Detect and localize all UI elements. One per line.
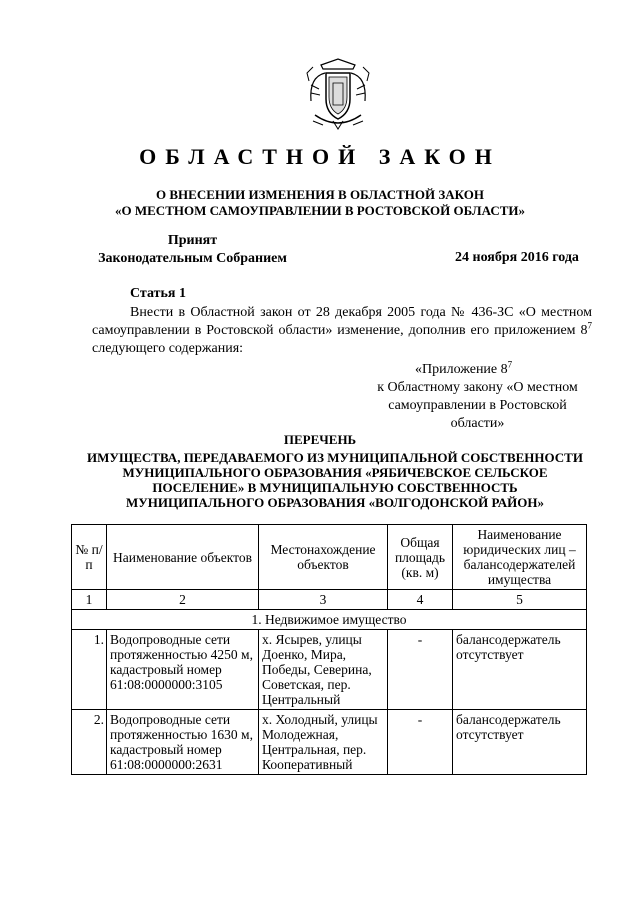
object-area: - [388,630,453,710]
adopted-line-1: Принят [167,233,218,248]
document-subtitle [0,187,640,219]
list-title-line-2: МУНИЦИПАЛЬНОГО ОБРАЗОВАНИЯ «РЯБИЧЕВСКОЕ СЕЛЬСКОЕ [122,465,548,480]
object-name: Водопроводные сети протяженностью 1630 м, кадастровый номер 61:08:0000000:2631 [107,710,259,775]
header-balance-holder: Наименование юридических лиц – балансодержателей имущества [453,525,587,590]
object-area: - [388,710,453,775]
article-paragraph [92,304,592,358]
paragraph-superscript: 7 [587,320,592,331]
appendix-reference [360,361,595,433]
balance-holder: балансодержатель отсутствует [453,710,587,775]
appendix-line-3: самоуправлении в Ростовской области» [388,398,567,431]
column-number: 5 [453,590,587,610]
property-table [71,524,587,775]
adopted-line-2: Законодательным Собранием [98,251,287,266]
header-number: № п/п [72,525,107,590]
column-number: 4 [388,590,453,610]
header-object-name: Наименование объектов [107,525,259,590]
object-location: х. Холодный, улицы Молодежная, Центральная, пер. Кооперативный [259,710,388,775]
row-number: 2. [72,710,107,775]
object-name: Водопроводные сети протяженностью 4250 м, кадастровый номер 61:08:0000000:3105 [107,630,259,710]
list-title [80,450,590,510]
column-number: 2 [107,590,259,610]
object-location: х. Ясырев, улицы Доенко, Мира, Победы, Северина, Советская, пер. Центральный [259,630,388,710]
document-title: ОБЛАСТНОЙ ЗАКОН [139,144,501,169]
header-area: Общая площадь (кв. м) [388,525,453,590]
list-title-line-4: МУНИЦИПАЛЬНОГО ОБРАЗОВАНИЯ «ВОЛГОДОНСКОЙ РАЙОН» [125,495,545,510]
balance-holder: балансодержатель отсутствует [453,630,587,710]
table-row [72,710,587,775]
subtitle-line-1: О ВНЕСЕНИИ ИЗМЕНЕНИЯ В ОБЛАСТНОЙ ЗАКОН [156,187,484,202]
header-location: Местонахождение объектов [259,525,388,590]
appendix-label-line [360,361,595,379]
row-number: 1. [72,630,107,710]
column-number-row [72,590,587,610]
column-number: 1 [72,590,107,610]
paragraph-text: Внести в Областной закон от 28 декабря 2005 года № 436-ЗС «О местном самоуправлении в Ростовской области» изменение, дополнив его приложением 8 [92,305,592,338]
column-number: 3 [259,590,388,610]
paragraph-text-end: следующего содержания: [92,341,244,356]
section-row [72,610,587,630]
list-title-line-1: ИМУЩЕСТВА, ПЕРЕДАВАЕМОГО ИЗ МУНИЦИПАЛЬНОЙ СОБСТВЕННОСТИ [87,450,583,465]
coat-of-arms-emblem [303,55,373,135]
appendix-line-2: к Областному закону «О местном [377,380,578,395]
adoption-date: 24 ноября 2016 года [455,250,579,265]
article-heading: Статья 1 [130,286,186,301]
table-header-row [72,525,587,590]
list-heading: ПЕРЕЧЕНЬ [283,432,357,447]
table-row [72,630,587,710]
subtitle-line-2: «О МЕСТНОМ САМОУПРАВЛЕНИИ В РОСТОВСКОЙ ОБЛАСТИ» [115,203,525,218]
appendix-label: «Приложение 8 [415,362,508,377]
appendix-superscript: 7 [507,359,513,370]
section-title: 1. Недвижимое имущество [72,610,587,630]
adopted-by [90,232,295,268]
list-title-line-3: ПОСЕЛЕНИЕ» В МУНИЦИПАЛЬНУЮ СОБСТВЕННОСТЬ [152,480,518,495]
